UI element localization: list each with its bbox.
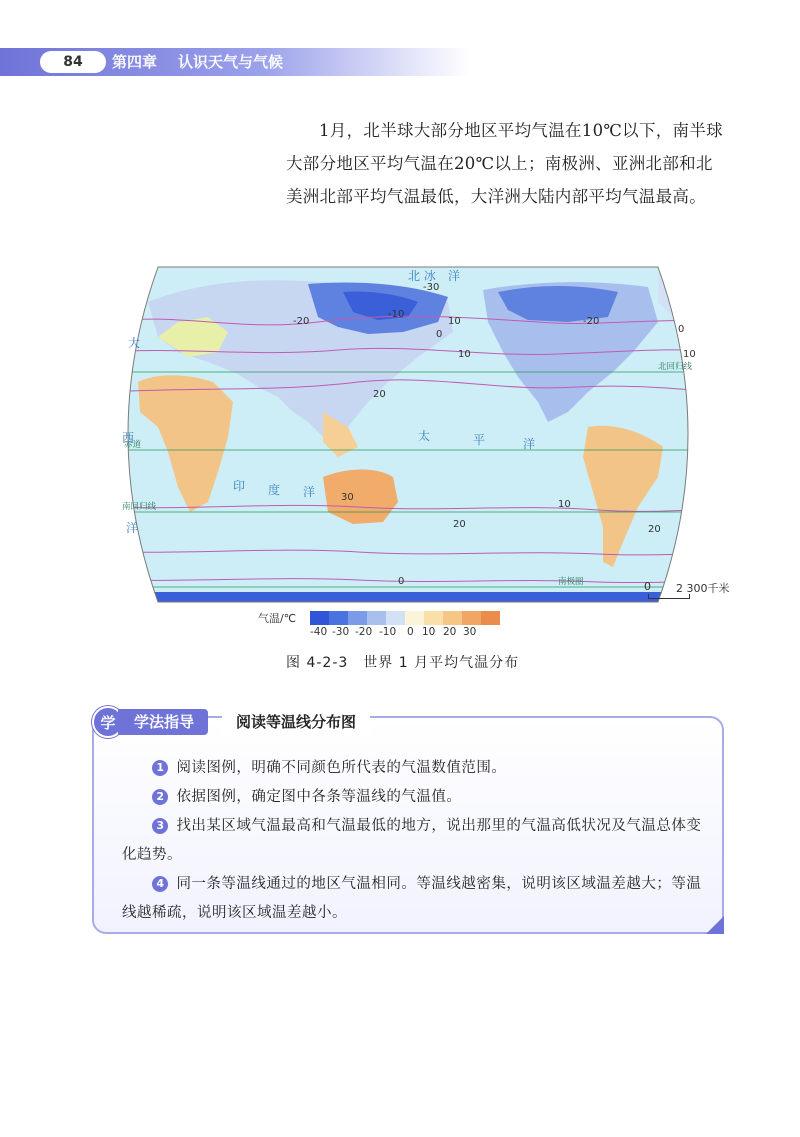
- legend-swatch: [329, 611, 348, 625]
- world-temperature-map: [118, 262, 698, 607]
- legend-tick: -40: [310, 626, 328, 638]
- legend-swatches: [310, 611, 500, 625]
- isotherm-label: 20: [648, 524, 661, 535]
- isotherm-label: 10: [558, 499, 571, 510]
- step-number: 2: [152, 789, 168, 805]
- latitude-label: 南极圈: [558, 577, 584, 587]
- page-number: 84: [40, 51, 106, 73]
- study-icon: 学: [92, 706, 124, 738]
- scale-zero: 0: [644, 580, 651, 593]
- step-number: 4: [152, 876, 168, 892]
- guide-step: [122, 754, 707, 783]
- step-text: 找出某区域气温最高和气温最低的地方，说出那里的气温高低状况及气温总体变化趋势。: [122, 818, 702, 863]
- guide-step: [122, 870, 707, 928]
- ocean-label: 洋: [523, 437, 536, 451]
- chapter-title: 认识天气与气候: [178, 53, 284, 71]
- legend-swatch: [348, 611, 367, 625]
- legend-tick: 0: [407, 626, 414, 638]
- scale-bar: [640, 580, 760, 610]
- antarctica: [118, 592, 698, 607]
- isotherm-label: 10: [683, 349, 696, 360]
- study-guide-box: [92, 708, 722, 934]
- page-header: [0, 48, 800, 76]
- legend-tick: 20: [443, 626, 457, 638]
- latitude-label: 南回归线: [122, 502, 157, 512]
- scale-distance: 2 300千米: [676, 582, 730, 595]
- isotherm-label: -20: [583, 316, 600, 327]
- legend-label: 气温/℃: [258, 612, 297, 625]
- isotherm-label: 0: [678, 324, 685, 335]
- latitude-label: 北回归线: [658, 362, 693, 372]
- legend-swatch: [481, 611, 500, 625]
- body-paragraph: 1月，北半球大部分地区平均气温在10℃以下，南半球大部分地区平均气温在20℃以上；南极洲、亚洲北部和北美洲北部平均气温最低，大洋洲大陆内部平均气温最高。: [286, 121, 723, 206]
- isotherm-label: 20: [373, 389, 386, 400]
- legend-swatch: [462, 611, 481, 625]
- isotherm-label: 10: [448, 316, 461, 327]
- legend-tick: -30: [332, 626, 350, 638]
- step-text: 同一条等温线通过的地区气温相同。等温线越密集，说明该区域温差越大；等温线越稀疏，说明该区域温差越小。: [122, 876, 702, 921]
- ocean-label: 洋: [303, 485, 316, 499]
- isotherm-label: -20: [293, 316, 310, 327]
- figure-caption: 图 4-2-3 世界 1 月平均气温分布: [286, 655, 520, 671]
- guide-steps: [122, 754, 707, 928]
- isotherm-label: 10: [458, 349, 471, 360]
- guide-corner-fold: [706, 916, 724, 934]
- legend-ticks: [310, 626, 530, 640]
- isotherm-label: -10: [388, 309, 405, 320]
- legend-swatch: [443, 611, 462, 625]
- legend-tick: 30: [463, 626, 477, 638]
- legend-swatch: [405, 611, 424, 625]
- guide-header: [92, 708, 370, 736]
- legend-swatch: [367, 611, 386, 625]
- legend-tick: -20: [355, 626, 373, 638]
- legend-swatch: [386, 611, 405, 625]
- ocean-label: 平: [473, 433, 486, 447]
- isotherm-label: 30: [341, 492, 354, 503]
- legend-swatch: [424, 611, 443, 625]
- ocean-label: 洋: [448, 269, 461, 283]
- ocean-label: 太: [418, 429, 431, 443]
- scale-line: [648, 594, 690, 599]
- step-text: 阅读图例，明确不同颜色所代表的气温数值范围。: [176, 760, 507, 776]
- ocean-label: 度: [268, 483, 281, 497]
- guide-step: [122, 812, 707, 870]
- step-text: 依据图例，确定图中各条等温线的气温值。: [176, 789, 462, 805]
- isotherm-label: 0: [398, 576, 405, 587]
- ocean-label: 印: [233, 479, 246, 493]
- guide-panel: [92, 716, 724, 934]
- chapter-label: 第四章: [112, 53, 158, 71]
- isotherm-label: -30: [423, 282, 440, 293]
- legend-swatch: [310, 611, 329, 625]
- step-number: 3: [152, 818, 168, 834]
- legend-tick: 10: [422, 626, 436, 638]
- guide-title: 阅读等温线分布图: [222, 709, 370, 735]
- ocean-label: 大: [128, 336, 141, 350]
- ocean-label: 北 冰: [408, 269, 436, 283]
- ocean-label: 洋: [126, 521, 139, 535]
- guide-tag: 学法指导: [118, 709, 208, 735]
- latitude-label: 赤道: [124, 440, 142, 450]
- ocean-label: 西: [122, 431, 135, 445]
- guide-step: [122, 783, 707, 812]
- temperature-legend: [258, 610, 558, 640]
- isotherm-label: 0: [436, 329, 443, 340]
- step-number: 1: [152, 760, 168, 776]
- isotherm-label: 20: [453, 519, 466, 530]
- legend-tick: -10: [379, 626, 397, 638]
